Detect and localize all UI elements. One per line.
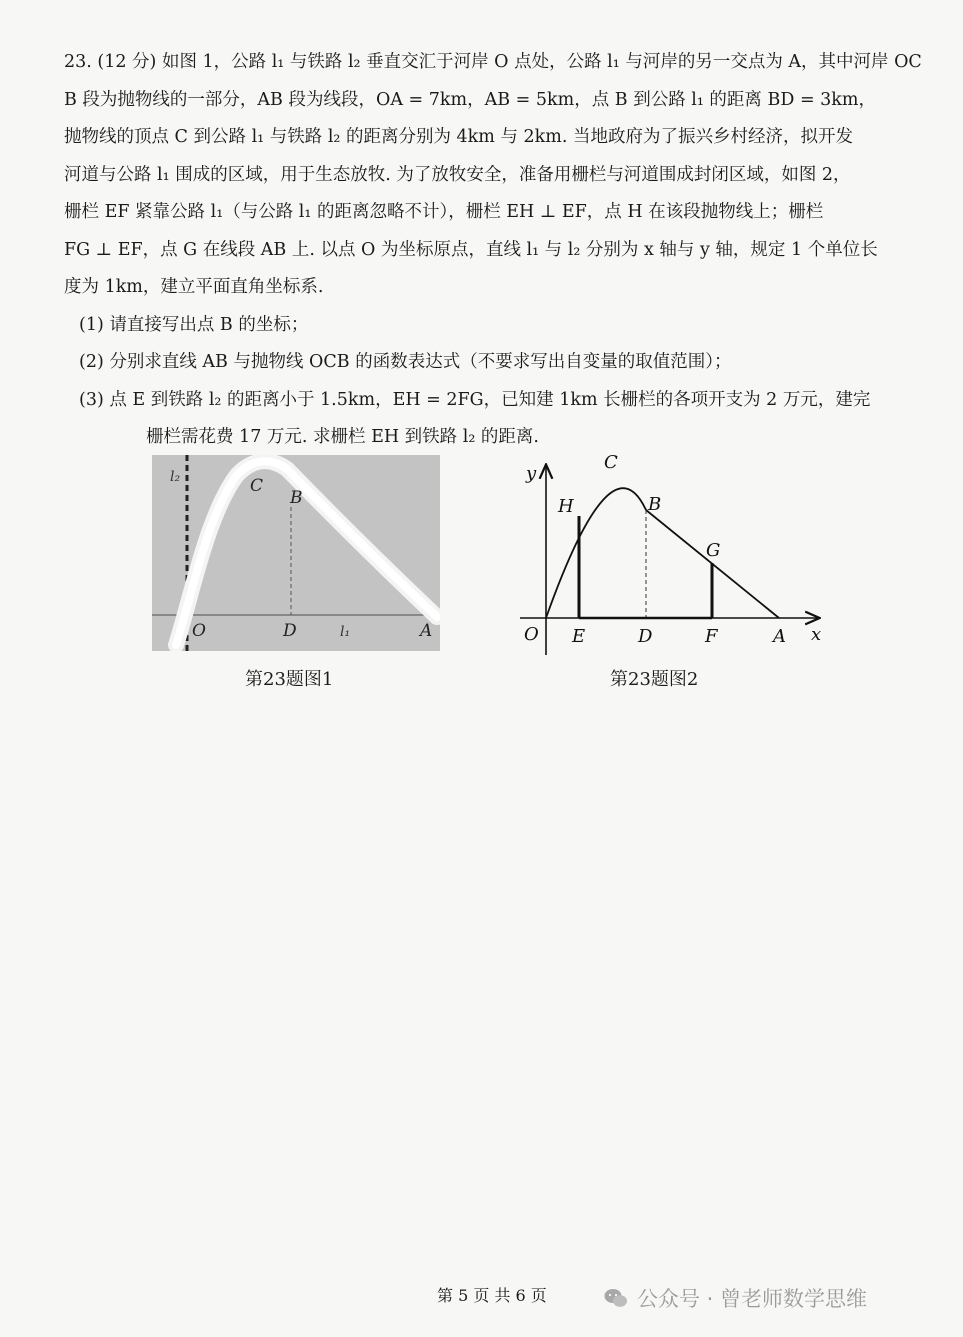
figure-2-diagram [520, 450, 830, 660]
fig2-label-g: G [706, 540, 721, 561]
problem-line: 河道与公路 l₁ 围成的区域，用于生态放牧. 为了放牧安全，准备用栅栏与河道围成封闭区域，如图 2， [64, 164, 851, 185]
figure-1-caption: 第23题图1 [245, 669, 334, 690]
figures [0, 452, 963, 705]
fig1-label-o: O [192, 621, 206, 641]
fig1-label-a: A [420, 621, 433, 641]
question-3-line1: (3) 点 E 到铁路 l₂ 的距离小于 1.5km，EH = 2FG，已知建 1km 长栅栏的各项开支为 2 万元，建完 [79, 389, 871, 410]
fig1-label-l1: l₁ [340, 624, 351, 640]
fig1-label-l2: l₂ [170, 469, 181, 485]
fig2-label-y: y [526, 463, 537, 484]
problem-line: 23. (12 分) 如图 1，公路 l₁ 与铁路 l₂ 垂直交汇于河岸 O 点处，公路 l₁ 与河岸的另一交点为 A，其中河岸 OC [64, 52, 922, 72]
fig2-label-o: O [524, 624, 539, 645]
problem-line: 栅栏 EF 紧靠公路 l₁（与公路 l₁ 的距离忽略不计），栅栏 EH ⊥ EF，点 H 在该段抛物线上；栅栏 [64, 202, 824, 222]
figure-2-caption: 第23题图2 [610, 669, 699, 690]
fig2-label-h: H [558, 496, 574, 517]
question-1: (1) 请直接写出点 B 的坐标； [79, 314, 309, 335]
page-footer [0, 1283, 963, 1313]
fig2-label-a: A [773, 626, 786, 647]
problem-line: 度为 1km，建立平面直角坐标系. [64, 277, 324, 297]
fig2-label-b: B [648, 494, 662, 515]
watermark [603, 1283, 867, 1313]
fig1-label-d: D [283, 621, 297, 641]
problem-line: B 段为抛物线的一部分，AB 段为线段，OA = 7km，AB = 5km，点 B 到公路 l₁ 的距离 BD = 3km， [64, 89, 877, 110]
problem-line: 抛物线的顶点 C 到公路 l₁ 与铁路 l₂ 的距离分别为 4km 与 2km. 当地政府为了振兴乡村经济，拟开发 [64, 127, 853, 147]
problem-line: FG ⊥ EF，点 G 在线段 AB 上. 以点 O 为坐标原点，直线 l₁ 与 l₂ 分别为 x 轴与 y 轴，规定 1 个单位长 [64, 239, 878, 260]
fig2-label-x: x [811, 624, 822, 645]
watermark-text: 公众号 · 曾老师数学思维 [637, 1287, 868, 1311]
fig1-label-c: C [250, 476, 264, 496]
fig2-label-f: F [705, 626, 718, 647]
fig2-label-e: E [572, 626, 586, 647]
fig2-label-d: D [638, 626, 653, 647]
fig2-label-c: C [604, 452, 618, 473]
figure-1-photo [152, 455, 440, 651]
question-3-line2: 栅栏需花费 17 万元. 求栅栏 EH 到铁路 l₂ 的距离. [146, 427, 539, 447]
wechat-icon [603, 1285, 629, 1311]
problem-23 [64, 44, 922, 457]
page-number: 第 5 页 共 6 页 [437, 1286, 547, 1305]
fig1-label-b: B [290, 488, 303, 508]
question-2: (2) 分别求直线 AB 与抛物线 OCB 的函数表达式（不要求写出自变量的取值范围）； [79, 352, 732, 372]
